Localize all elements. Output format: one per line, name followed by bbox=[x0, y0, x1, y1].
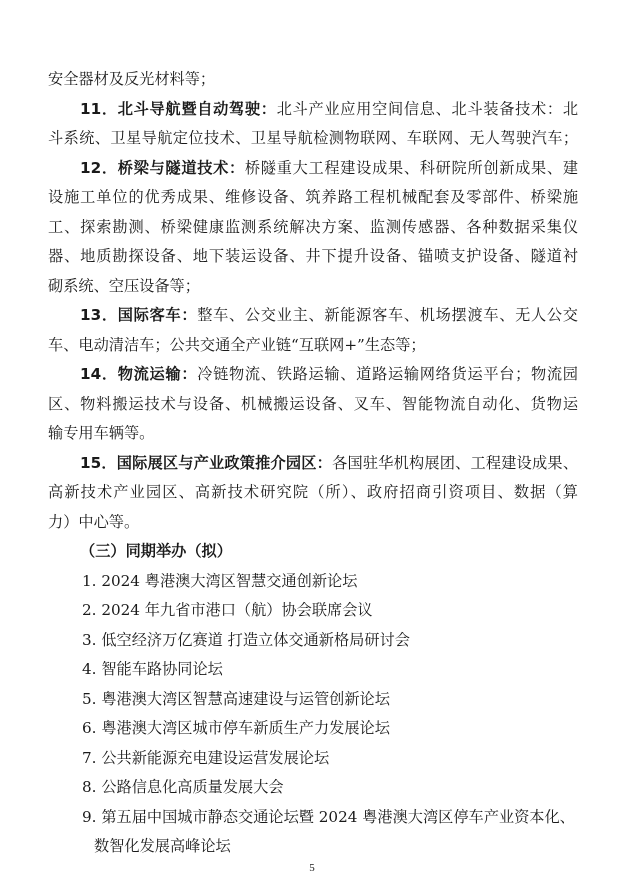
page-number: 5 bbox=[309, 862, 315, 874]
paragraph-text: 桥隧重大工程建设成果、科研院所创新成果、建 bbox=[244, 159, 579, 177]
text-line: 器、地质勘探设备、地下装运设备、井下提升设备、锚喷支护设备、隧道衬 bbox=[48, 247, 578, 265]
text-line: 工、探索勘测、桥梁健康监测系统解决方案、监测传感器、各种数据采集仪 bbox=[48, 218, 578, 236]
forum-item: 5. 粤港澳大湾区智慧高速建设与运管创新论坛 bbox=[82, 690, 390, 708]
paragraph-14-line-1 bbox=[80, 361, 578, 387]
forum-item: 6. 粤港澳大湾区城市停车新质生产力发展论坛 bbox=[82, 719, 390, 737]
text-line: 区、物料搬运技术与设备、机械搬运设备、叉车、智能物流自动化、货物运 bbox=[48, 395, 578, 413]
paragraph-heading: 15．国际展区与产业政策推介园区： bbox=[80, 454, 333, 472]
paragraph-heading: 13．国际客车： bbox=[80, 306, 198, 324]
forum-item: 1. 2024 粤港澳大湾区智慧交通创新论坛 bbox=[82, 572, 358, 590]
paragraph-text: 北斗产业应用空间信息、北斗装备技术：北 bbox=[276, 100, 579, 118]
text-line: 车、电动清洁车；公共交通全产业链“互联网+”生态等； bbox=[48, 336, 426, 354]
text-line: 输专用车辆等。 bbox=[48, 424, 155, 442]
forum-item: 8. 公路信息化高质量发展大会 bbox=[82, 778, 284, 796]
paragraph-text: 整车、公交业主、新能源客车、机场摆渡车、无人公交 bbox=[197, 306, 578, 324]
text-line: 设施工单位的优秀成果、维修设备、筑养路工程机械配套及零部件、桥梁施 bbox=[48, 188, 578, 206]
paragraph-text: 冷链物流、铁路运输、道路运输网络货运平台；物流园 bbox=[197, 365, 578, 383]
text-line: 力）中心等。 bbox=[48, 513, 140, 531]
paragraph-15-line-1 bbox=[80, 450, 578, 476]
paragraph-13-line-1 bbox=[80, 302, 578, 328]
forum-item: 7. 公共新能源充电建设运营发展论坛 bbox=[82, 749, 330, 767]
paragraph-heading: 14．物流运输： bbox=[80, 365, 198, 383]
text-line: 斗系统、卫星导航定位技术、卫星导航检测物联网、车联网、无人驾驶汽车； bbox=[48, 129, 578, 147]
forum-item: 4. 智能车路协同论坛 bbox=[82, 660, 223, 678]
text-line: 安全器材及反光材料等； bbox=[48, 70, 216, 88]
forum-item: 2. 2024 年九省市港口（航）协会联席会议 bbox=[82, 601, 373, 619]
forum-item: 9. 第五届中国城市静态交通论坛暨 2024 粤港澳大湾区停车产业资本化、 bbox=[82, 808, 575, 826]
paragraph-11-line-1 bbox=[80, 96, 578, 122]
section-heading: （三）同期举办（拟） bbox=[80, 542, 232, 560]
paragraph-text: 各国驻华机构展团、工程建设成果、 bbox=[332, 454, 579, 472]
paragraph-12-line-1 bbox=[80, 155, 578, 181]
paragraph-heading: 11．北斗导航暨自动驾驶： bbox=[80, 100, 277, 118]
forum-item: 3. 低空经济万亿赛道 打造立体交通新格局研讨会 bbox=[82, 631, 410, 649]
forum-item-continuation: 数智化发展高峰论坛 bbox=[94, 837, 231, 855]
text-line: 砌系统、空压设备等； bbox=[48, 277, 200, 295]
paragraph-heading: 12．桥梁与隧道技术： bbox=[80, 159, 245, 177]
text-line: 高新技术产业园区、高新技术研究院（所）、政府招商引资项目、数据（算 bbox=[48, 483, 578, 501]
